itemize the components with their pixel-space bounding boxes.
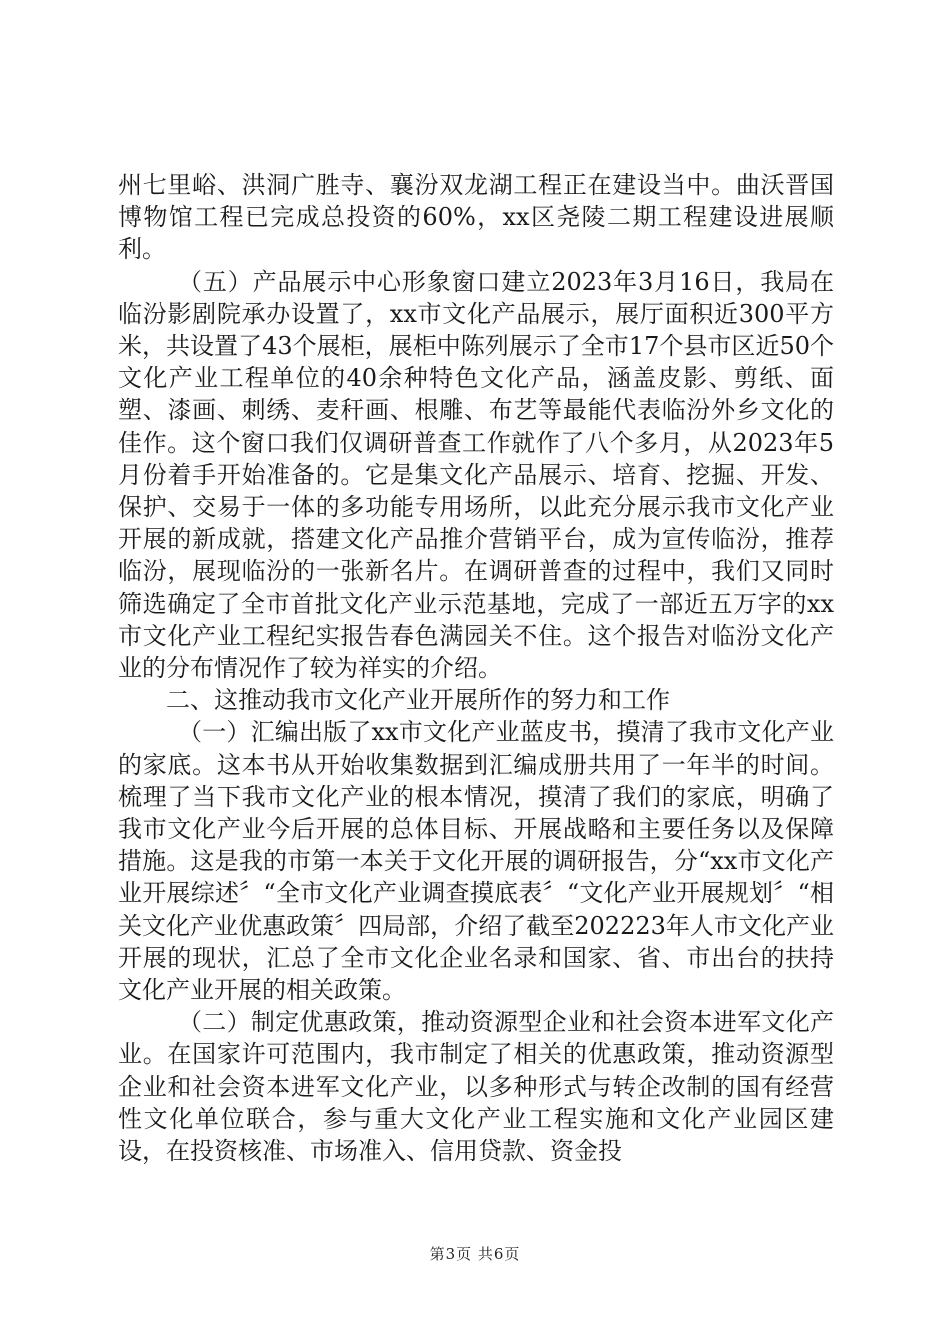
- paragraph-item-1: （一）汇编出版了xx市文化产业蓝皮书，摸清了我市文化产业的家底。这本书从开始收集数据到汇编成册共用了一年半的时间。梳理了当下我市文化产业的根本情况，摸清了我们的家底，明确了我市文化产业今后开展的总体目标、开展战略和主要任务以及保障措施。这是我的市第一本关于文化开展的调研报告，分“xx市文化产业开展综述〞“全市文化产业调查摸底表〞“文化产业开展规划〞“相关文化产业优惠政策〞四局部，介绍了截至202223年人市文化产业开展的现状，汇总了全市文化企业名录和国家、省、市出台的扶持文化产业开展的相关政策。: [118, 718, 834, 1005]
- paragraph-item-2: （二）制定优惠政策，推动资源型企业和社会资本进军文化产业。在国家许可范围内，我市制定了相关的优惠政策，推动资源型企业和社会资本进军文化产业，以多种形式与转企改制的国有经营性文化单位联合，参与重大文化产业工程实施和文化产业园区建设，在投资核准、市场准入、信用贷款、资金投: [118, 1008, 834, 1166]
- section-heading-2: 二、这推动我市文化产业开展所作的努力和工作: [166, 686, 670, 715]
- page-number-footer: 第3页 共6页: [429, 1245, 521, 1263]
- paragraph-section-5: （五）产品展示中心形象窗口建立2023年3月16日，我局在临汾影剧院承办设置了，xx市文化产品展示，展厅面积近300平方米，共设置了43个展柜，展柜中陈列展示了全市17个县市区近50个文化产业工程单位的40余种特色文化产品，涵盖皮影、剪纸、面塑、漆画、刺绣、麦秆画、根雕、布艺等最能代表临汾外乡文化的佳作。这个窗口我们仅调研普查工作就作了八个多月，从2023年5月份着手开始准备的。它是集文化产品展示、培育、挖掘、开发、保护、交易于一体的多功能专用场所，以此充分展示我市文化产业开展的新成就，搭建文化产品推介营销平台，成为宣传临汾，推荐临汾，展现临汾的一张新名片。在调研普查的过程中，我们又同时筛选确定了全市首批文化产业示范基地，完成了一部近五万字的xx市文化产业工程纪实报告春色满园关不住。这个报告对临汾文化产业的分布情况作了较为祥实的介绍。: [118, 267, 834, 683]
- paragraph-continuation: 州七里峪、洪洞广胜寺、襄汾双龙湖工程正在建设当中。曲沃晋国博物馆工程已完成总投资的60%，xx区尧陵二期工程建设进展顺利。: [118, 171, 834, 264]
- document-body: [118, 169, 834, 1167]
